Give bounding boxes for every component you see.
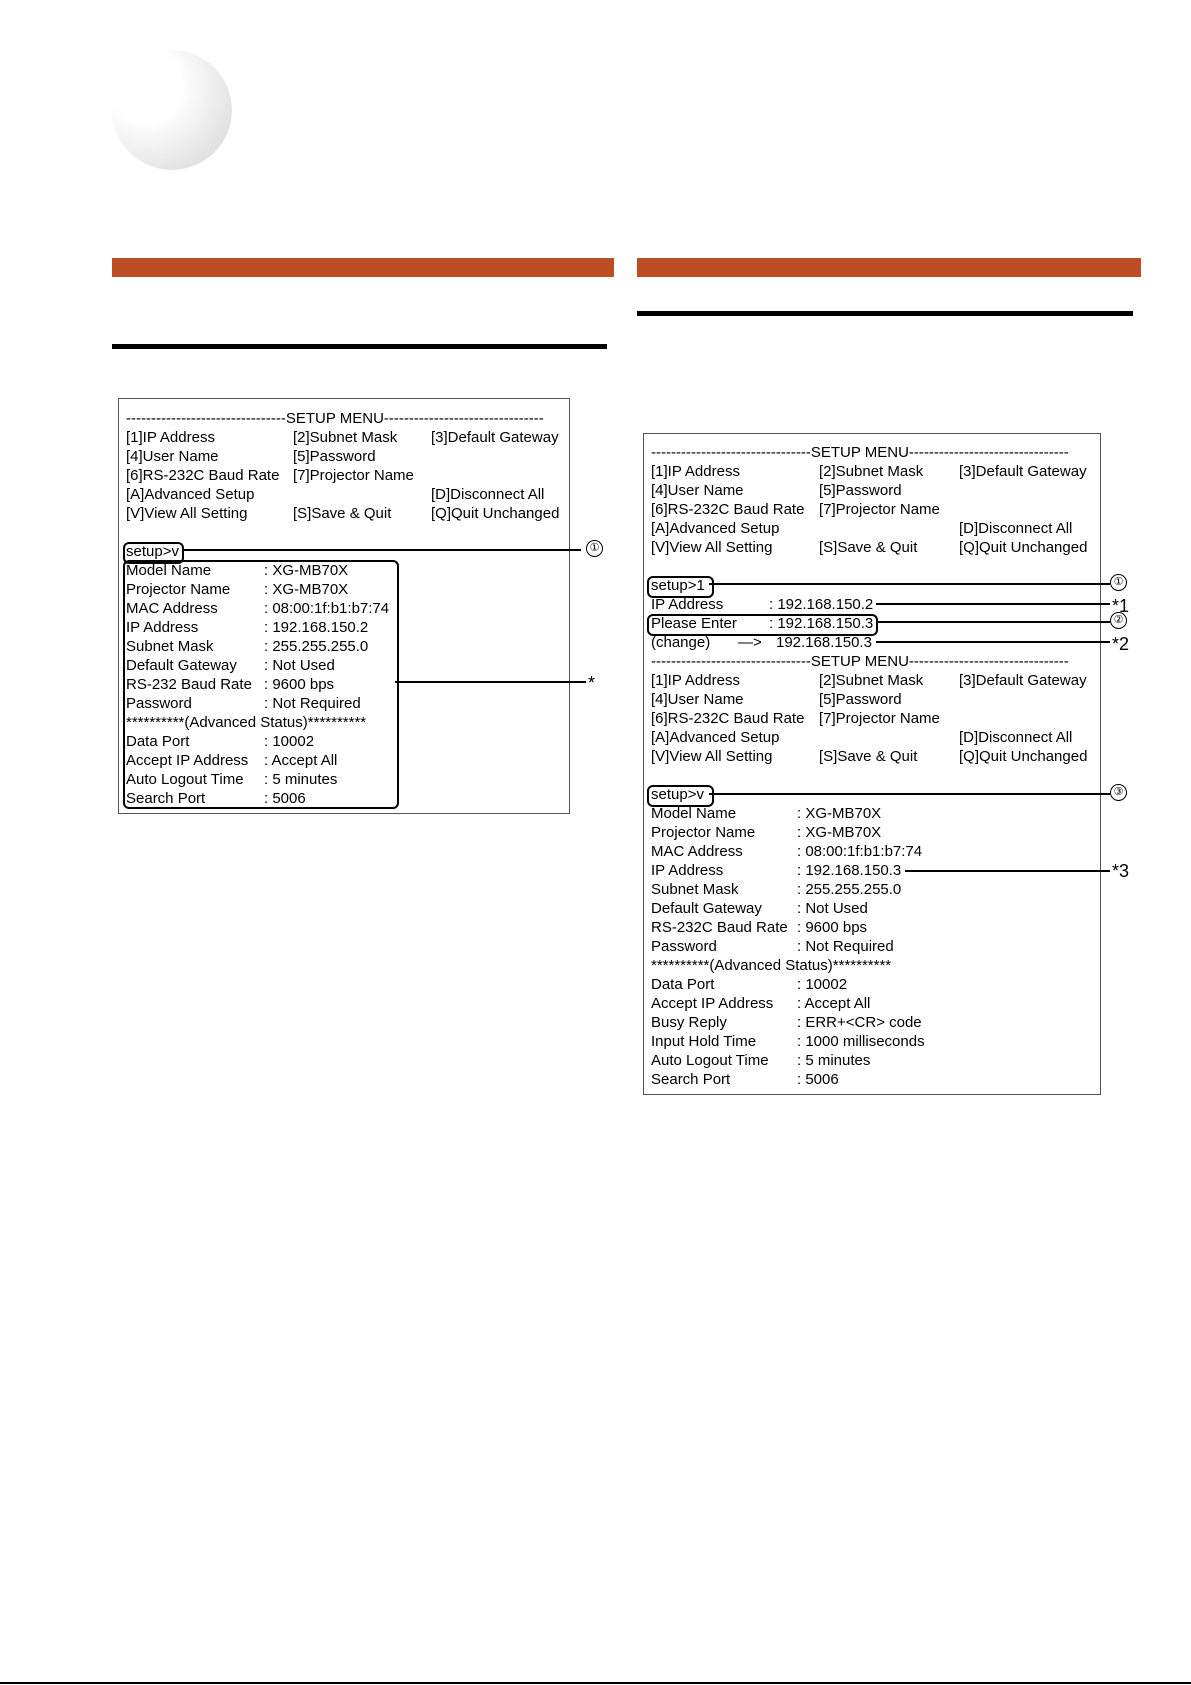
status-value: : 9600 bps <box>797 919 868 936</box>
status-label: RS-232 Baud Rate <box>126 676 252 693</box>
menu-option: [3]Default Gateway <box>959 672 1087 689</box>
status-label: Busy Reply <box>651 1014 727 1031</box>
left-section-bar <box>112 258 614 277</box>
status-label: Password <box>126 695 192 712</box>
menu-option: [2]Subnet Mask <box>819 672 924 689</box>
menu-option: [5]Password <box>819 691 902 708</box>
status-label: Data Port <box>126 733 190 750</box>
status-value: : 5 minutes <box>797 1052 871 1069</box>
callout-line-r3 <box>709 793 1110 795</box>
menu-option: [S]Save & Quit <box>293 505 392 522</box>
status-label: **********(Advanced Status)********** <box>651 957 892 974</box>
bottom-rule <box>0 1682 1191 1684</box>
please-enter-label: Please Enter <box>651 615 737 632</box>
menu-option: [D]Disconnect All <box>959 729 1073 746</box>
status-value: : 192.168.150.2 <box>264 619 369 636</box>
status-label: IP Address <box>126 619 199 636</box>
status-label: Accept IP Address <box>651 995 774 1012</box>
left-section-rule <box>112 344 607 349</box>
status-value: : Accept All <box>264 752 338 769</box>
menu-option: [4]User Name <box>126 448 219 465</box>
setup-prompt-2: setup>v <box>651 786 704 803</box>
menu-option: [1]IP Address <box>651 463 740 480</box>
status-label: Auto Logout Time <box>126 771 244 788</box>
menu-option: [V]View All Setting <box>651 539 773 556</box>
status-value: : XG-MB70X <box>797 824 882 841</box>
menu-option: [V]View All Setting <box>126 505 248 522</box>
status-label: Projector Name <box>651 824 756 841</box>
status-value: : XG-MB70X <box>264 562 349 579</box>
callout-line-r2 <box>876 621 1110 623</box>
status-label: Input Hold Time <box>651 1033 757 1050</box>
callout-marker-r2: ② <box>1110 612 1127 629</box>
status-value: : ERR+<CR> code <box>797 1014 922 1031</box>
menu-option: [A]Advanced Setup <box>651 729 780 746</box>
setup-menu-header-1: --------------------------------SETUP MENU-------------------------------- <box>651 444 1069 461</box>
status-label: Password <box>651 938 717 955</box>
menu-option: [Q]Quit Unchanged <box>959 748 1088 765</box>
menu-option: [D]Disconnect All <box>959 520 1073 537</box>
menu-option: [1]IP Address <box>126 429 215 446</box>
status-label: RS-232C Baud Rate <box>651 919 788 936</box>
status-value: : 1000 milliseconds <box>797 1033 925 1050</box>
status-value: : 10002 <box>797 976 848 993</box>
status-label: Model Name <box>651 805 737 822</box>
ip-current-label: IP Address <box>651 596 724 613</box>
status-value: : Not Required <box>797 938 894 955</box>
menu-option: [6]RS-232C Baud Rate <box>126 467 280 484</box>
setup-menu-header: --------------------------------SETUP MENU-------------------------------- <box>126 410 544 427</box>
status-value: : 255.255.255.0 <box>264 638 369 655</box>
callout-line-1 <box>183 549 581 551</box>
callout-line-s2 <box>876 641 1110 643</box>
status-value: : 5 minutes <box>264 771 338 788</box>
status-value: : XG-MB70X <box>264 581 349 598</box>
status-label: Search Port <box>651 1071 731 1088</box>
status-value: : 08:00:1f:b1:b7:74 <box>797 843 923 860</box>
status-value: : 10002 <box>264 733 315 750</box>
callout-star-2: *2 <box>1112 634 1130 654</box>
left-terminal-box <box>118 398 570 814</box>
change-arrow: —> <box>738 634 762 651</box>
status-value: : 9600 bps <box>264 676 335 693</box>
status-label: MAC Address <box>126 600 218 617</box>
setup-prompt-1: setup>1 <box>651 577 705 594</box>
change-label: (change) <box>651 634 711 651</box>
callout-line-s1 <box>876 603 1110 605</box>
menu-option: [S]Save & Quit <box>819 539 918 556</box>
callout-line-s3 <box>905 870 1110 872</box>
status-value: : 5006 <box>264 790 306 807</box>
menu-option: [4]User Name <box>651 691 744 708</box>
status-label: Default Gateway <box>126 657 237 674</box>
menu-option: [7]Projector Name <box>819 501 940 518</box>
callout-star: * <box>588 673 596 693</box>
menu-option: [2]Subnet Mask <box>293 429 398 446</box>
right-section-bar <box>637 258 1141 277</box>
ip-current-value: : 192.168.150.2 <box>769 596 874 613</box>
status-label: Default Gateway <box>651 900 762 917</box>
setup-menu-header-2: --------------------------------SETUP MENU-------------------------------- <box>651 653 1069 670</box>
decorative-circle <box>112 50 232 170</box>
status-label: Search Port <box>126 790 206 807</box>
status-label: Model Name <box>126 562 212 579</box>
right-terminal-box <box>643 433 1101 1095</box>
menu-option: [6]RS-232C Baud Rate <box>651 501 805 518</box>
menu-option: [5]Password <box>819 482 902 499</box>
status-value: : 192.168.150.3 <box>797 862 902 879</box>
callout-marker-1: ① <box>586 540 603 557</box>
status-label: Projector Name <box>126 581 231 598</box>
menu-option: [6]RS-232C Baud Rate <box>651 710 805 727</box>
status-value: : Not Used <box>797 900 868 917</box>
status-value: : Not Required <box>264 695 361 712</box>
menu-option: [7]Projector Name <box>293 467 414 484</box>
change-value: 192.168.150.3 <box>776 634 872 651</box>
menu-option: [3]Default Gateway <box>431 429 559 446</box>
menu-option: [Q]Quit Unchanged <box>431 505 560 522</box>
callout-star-3: *3 <box>1112 861 1130 881</box>
menu-option: [7]Projector Name <box>819 710 940 727</box>
menu-option: [5]Password <box>293 448 376 465</box>
menu-option: [A]Advanced Setup <box>651 520 780 537</box>
callout-line-r1 <box>709 583 1110 585</box>
menu-option: [Q]Quit Unchanged <box>959 539 1088 556</box>
callout-star-1: *1 <box>1112 596 1130 616</box>
status-label: MAC Address <box>651 843 743 860</box>
status-value: : Not Used <box>264 657 335 674</box>
status-value: : 255.255.255.0 <box>797 881 902 898</box>
status-label: **********(Advanced Status)********** <box>126 714 367 731</box>
status-label: IP Address <box>651 862 724 879</box>
menu-option: [S]Save & Quit <box>819 748 918 765</box>
menu-option: [4]User Name <box>651 482 744 499</box>
menu-option: [1]IP Address <box>651 672 740 689</box>
status-label: Auto Logout Time <box>651 1052 769 1069</box>
setup-prompt: setup>v <box>126 543 179 560</box>
status-value: : 08:00:1f:b1:b7:74 <box>264 600 390 617</box>
menu-option: [A]Advanced Setup <box>126 486 255 503</box>
status-value: : Accept All <box>797 995 871 1012</box>
status-label: Accept IP Address <box>126 752 249 769</box>
status-label: Data Port <box>651 976 715 993</box>
status-label: Subnet Mask <box>651 881 739 898</box>
callout-marker-r1: ① <box>1110 574 1127 591</box>
menu-option: [3]Default Gateway <box>959 463 1087 480</box>
right-section-rule <box>637 311 1133 316</box>
status-value: : XG-MB70X <box>797 805 882 822</box>
menu-option: [D]Disconnect All <box>431 486 545 503</box>
callout-line-star <box>395 681 586 683</box>
menu-option: [2]Subnet Mask <box>819 463 924 480</box>
please-enter-value: : 192.168.150.3 <box>769 615 874 632</box>
menu-option: [V]View All Setting <box>651 748 773 765</box>
status-label: Subnet Mask <box>126 638 214 655</box>
status-value: : 5006 <box>797 1071 839 1088</box>
callout-marker-r3: ③ <box>1110 784 1127 801</box>
